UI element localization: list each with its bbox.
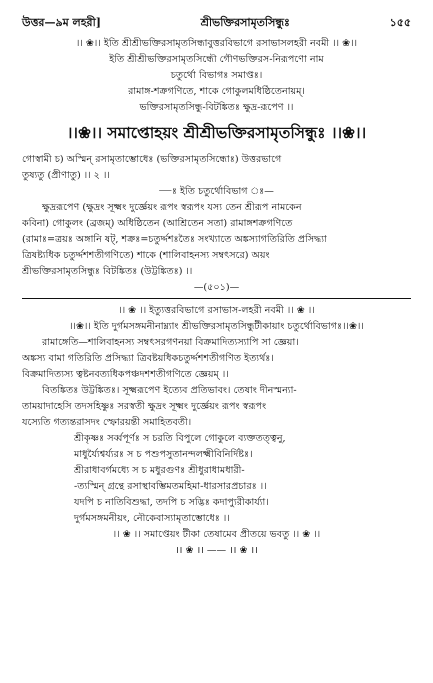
colophon-line: ।। ❀।। ইতি শ্রীশ্রীভক্তিরসামৃতসিন্ধাবুত্তরবিভাগে রসাভাসলহরী নবমী ।। ❀।। xyxy=(75,38,357,49)
colophon-line: রামাঙ্গ-শক্রগণিতে, শাকে গোকুলমধিষ্ঠিতেনায়ম্। xyxy=(128,86,305,97)
commentary-line: যস্যেতি গত্যন্তরাসদং স্ফোরয়ন্তী সমাহিতবতী। xyxy=(22,417,192,428)
verse-line: শ্রীরাধাবর্গমধ্যে স চ মধুরগুণঃ শ্রীধুরাধামধারী- xyxy=(74,465,245,476)
verse-line: দুর্গমসঙ্গমনীয়ং, নৌকেবাস্যামৃতাম্ভোধেঃ ।। xyxy=(74,513,230,524)
commentary-b xyxy=(22,303,411,559)
colophon-line: চতুর্থো বিভাগঃ সমাপ্তঃ। xyxy=(170,70,263,81)
colophon-block xyxy=(22,36,411,116)
commentary-line: (রামাঃ=ত্রয়ঃ অঙ্গানি ষট্, শক্রঃ=চতুর্দ্দশঃতৈঃ সংখ্যাতে অঙ্কস্যাগতিরিতি প্রসিদ্ধ্যা xyxy=(22,234,327,245)
colophon-line: ইতি শ্রীশ্রীভক্তিরসামৃতসিন্ধৌ গৌণভক্তিরস-নিরূপণো নাম xyxy=(109,54,324,65)
page-number: ১৫৫ xyxy=(389,16,411,29)
commentary-line: বিক্রমাদিত্যস্য ত্বষ্টনবত্যধিকপঞ্চদশশতীগণিতে জ্ঞেয়ম্ ।। xyxy=(22,369,229,380)
chapter-end-line: ।।❀।। ইতি দুর্গমসঙ্গমনীনাম্ন্যাং শ্রীভক্তিরসামৃতসিন্ধুটীকায়াং চতুর্থোবিভাগঃ।।❀।। xyxy=(69,321,364,332)
section-divider xyxy=(22,298,411,299)
commentary-line: রামাঙ্গেতি—শালিবাহনস্য সম্বৎসরগণনয়া বিক্রমাদিত্যস্যাপি সা জ্ঞেয়া। xyxy=(42,337,299,348)
commentary-line: অঙ্কস্য বামা গতিরিতি প্রসিদ্ধ্যা ত্রিবষ্টয়ধিকচতুর্দ্দশশতীগণিত ইত্যর্থঃ। xyxy=(22,353,274,364)
verse-line: যদপি চ নাতিবিশুদ্ধা, তদপি চ সদ্ভিঃ কদাপ্যুরীকার্য্যা। xyxy=(74,497,269,508)
commentary-line: কবিনা) গোকুলং (ব্রজম্) অধিষ্ঠিতেন (আশ্রিতেন সতা) রামাঙ্গশক্রগণিতে xyxy=(22,218,293,229)
verse-line: মাধুর্য্যৈশ্বর্য্যরঃ স চ পশুপসুতানন্দলক্ষ্মীবিনির্দিষ্টঃ। xyxy=(74,449,253,460)
page-mark: —(৫০১)— xyxy=(193,282,240,293)
section-mark: —ঃ ইতি চতুর্থোবিভাগ ঃ— xyxy=(159,186,274,197)
completion-title: ।।❀।। সমাপ্তোহয়ং শ্রীশ্রীভক্তিরসামৃতসিন্ধুঃ ।।❀।। xyxy=(66,123,367,142)
chapter-end-line: ।। ❀ ।। ইত্যুত্তরবিভাগে রসাভাস-লহরী নবমী ।। ❀ ।। xyxy=(118,305,315,316)
header-left: উত্তর—৯ম লহরী] xyxy=(22,16,101,29)
commentary-line: শ্রীভক্তিরসামৃতসিন্ধুঃ বিটঙ্কিতঃ (উট্টঙ্কিতঃ) ।। xyxy=(22,266,193,277)
closing-line: ।। ❀ ।। সমাপ্তেয়ং টীকা তেষামেব প্রীতয়ে ভবতু ।। ❀ ।। xyxy=(112,529,321,540)
verse-line: শ্রীকৃষ্ণঃ সর্ব্বপূর্ণঃ স চরতি বিপুলে গোকুলে ব্যক্ততত্ত্বনু, xyxy=(74,433,286,444)
colophon-line: ভক্তিরসামৃতসিন্ধু-বিটঙ্কিতঃ ক্ষুদ্র-রূপেণ ।। xyxy=(139,102,294,113)
commentary-line: গোস্বামী চ) অস্মিন্ রসামৃতাম্ভোধেঃ (ভক্তিরসামৃতসিন্ধোঃ) উত্তরভাগে xyxy=(22,154,282,165)
verse-line: -ত্যস্মিন্ গ্রন্থে রসাস্থাবম্ভিমতমহিমা-ধারসারপ্রচারঃ ।। xyxy=(74,481,267,492)
commentary-line: বিতঙ্কিতঃ উট্টঙ্কিতঃ। সূক্ষ্মরূপেণ ইত্যেব প্রতিভাবং। তেষাং দীনস্মন্যা- xyxy=(42,385,297,396)
commentary-line: ত্রিষষ্ট্যধিক চতুর্দ্দশশতীগণিতে) শাকে (শালিবাহনস্য সম্বৎসরে) অয়ং xyxy=(22,250,270,261)
commentary-line: ক্ষুদ্ররূপেণ (ক্ষুদ্রং সূক্ষ্মং দুর্জ্ঞেয়ং রূপং স্বরূপং যস্য তেন শ্রীরূপ নামকেন xyxy=(42,202,302,213)
header-title: শ্রীভক্তিরসামৃতসিন্ধুঃ xyxy=(200,16,290,29)
commentary-a xyxy=(22,152,411,296)
commentary-line: তাময়াদাহেসি তদসহিষ্ণুঃ সরস্বতী ক্ষুদ্রং সূক্ষ্মং দুর্জ্ঞেয়ং রূপং স্বরূপং xyxy=(22,401,267,412)
commentary-line: তুষ্যতু (প্রীণাতু) ।। ২ ।। xyxy=(22,170,110,181)
running-header xyxy=(22,14,411,36)
end-mark: ।। ❀ ।। —— ।। ❀ ।। xyxy=(175,545,258,556)
